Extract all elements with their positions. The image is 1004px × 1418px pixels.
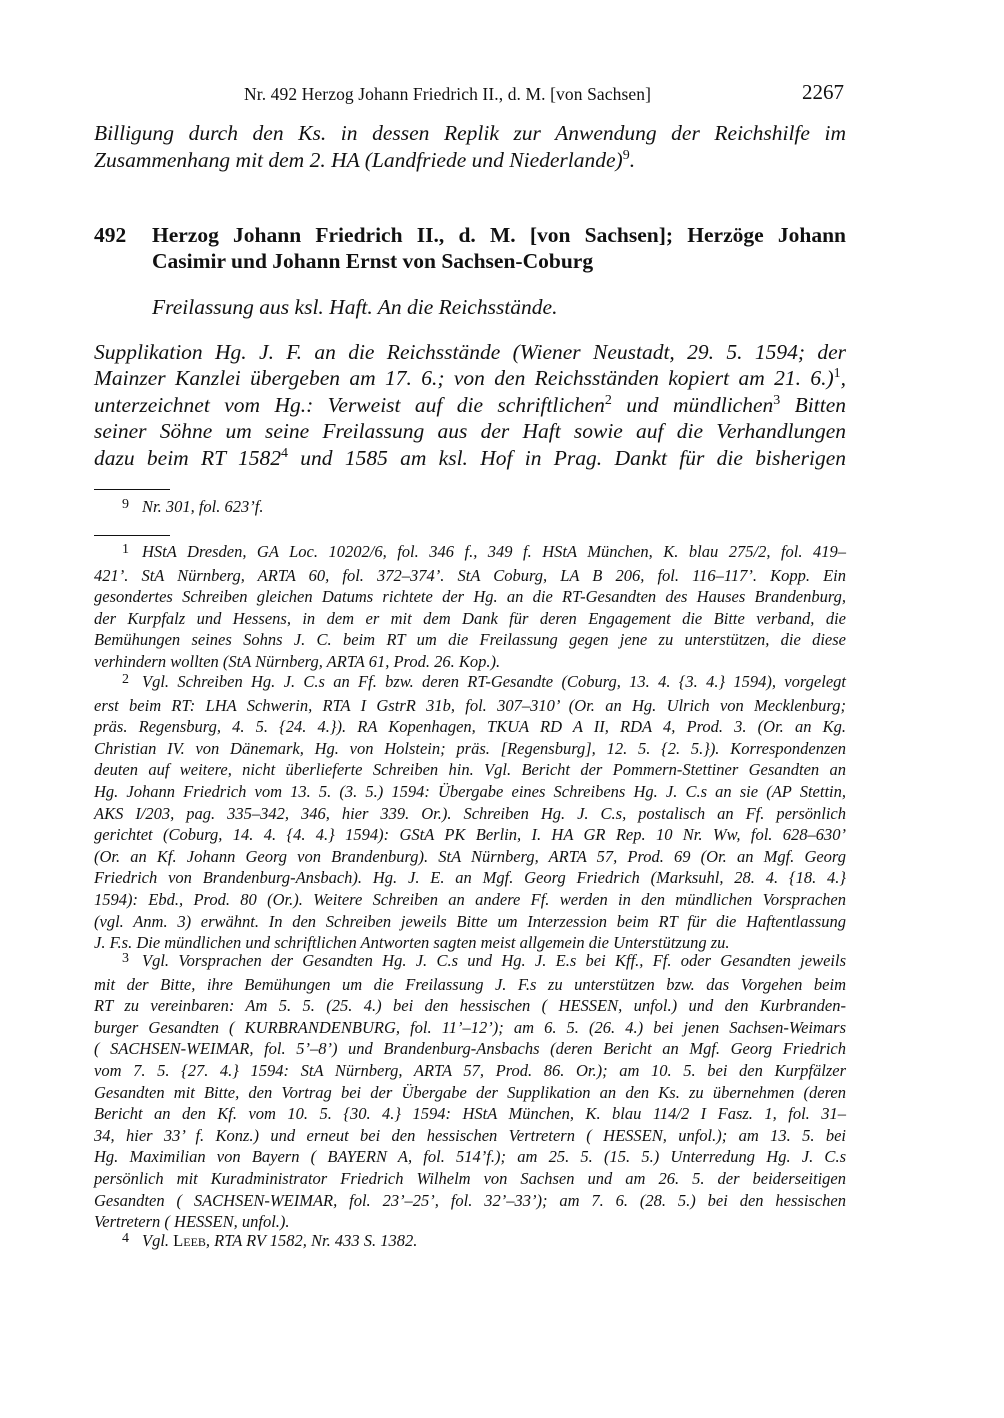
entry-title [152,222,846,274]
footnote-text: , RTA RV 1582, Nr. 433 S. 1382. [205,1231,418,1250]
entry-number: 492 [94,223,127,247]
footnote-text: Vgl. Schreiben Hg. J. C.s an Ff. bzw. deren RT-Gesandte (Coburg, 13. 4. {3. 4.} 1594), vorgelegt [142,672,846,691]
entry-title-line: Herzog Johann Friedrich II., d. M. [von Sachsen]; Herzöge Johann [152,223,846,247]
footnote-line [94,1230,846,1254]
summary-text: und mündlichen [611,392,774,417]
footnote-line: erst beim RT: LHA Schwerin, RTA I GstrR 31b, fol. 307–310’ (Or. an Hg. Ulrich von Mecklenburg; [94,695,846,715]
footnote-line: AKS I/203, pag. 335–342, 346, hier 339. Or.). Schreiben Hg. J. C.s, postalisch an Ff. persönlich [94,803,846,823]
entry-title-line: Casimir und Johann Ernst von Sachsen-Coburg [152,249,594,273]
page-number: 2267 [802,80,844,104]
footnote-line: (Or. an Kf. Johann Georg von Brandenburg). StA Nürnberg, ARTA 57, Prod. 69 (Or. an Mgf. Georg [94,846,846,866]
footnote-ref: 4 [281,445,288,461]
footnote-line: ( SACHSEN-WEIMAR, fol. 5’–8’) und Brandenburg-Ansbachs (deren Bericht an Mgf. Georg Friedrich [94,1039,846,1059]
footnote-line: Hg. Johann Friedrich vom 13. 5. (3. 5.) 1594: Übergabe eines Schreibens Hg. J. C.s an sie (AP Stettin, [94,781,846,801]
summary-text: Bitten [780,392,846,417]
summary-line [94,365,846,391]
footnote-4 [94,1230,846,1254]
footnote-line [94,671,846,695]
footnote-text: Vgl. [142,1231,170,1250]
footnote-text: Vgl. Vorsprachen der Gesandten Hg. J. C.s und Hg. J. E.s bei Kff., Ff. oder Gesandten jeweils [142,951,846,970]
summary-line: Supplikation Hg. J. F. an die Reichsstände (Wiener Neustadt, 29. 5. 1594; der [94,340,846,364]
footnote-ref: 1 [833,366,841,382]
footnote-line [94,496,846,520]
summary-line [94,392,846,418]
footnote-mark: 4 [122,1231,129,1246]
footnote-line: Vertretern ( HESSEN, unfol.). [94,1212,290,1232]
footnote-text: Nr. 301, fol. 623’f. [142,497,264,516]
footnote-line: Friedrich von Brandenburg-Ansbach). Hg. J. E. an Mgf. Georg Friedrich (Marksuhl, 28. 4. {18. 4.} [94,868,846,888]
summary-paragraph [94,339,846,471]
footnote-ref: 2 [604,392,612,408]
running-head: Nr. 492 Herzog Johann Friedrich II., d. M. [von Sachsen] [244,84,652,104]
footnote-mark: 1 [122,542,129,557]
lead-text: Zusammenhang mit dem 2. HA (Landfriede und Niederlande) [94,147,623,172]
footnote-line: 34, hier 33’ f. Konz.) und erneut bei den hessischen Vertretern ( HESSEN, unfol.); am 13. 5. bei [94,1125,846,1145]
footnote-line: vom 7. 5. {27. 4.} 1594: StA Nürnberg, ARTA 57, Prod. 86. Or.); am 10. 5. bei den Kurpfälzer [94,1060,846,1080]
footnote-line: J. F.s. Die mündlichen und schriftlichen Antworten sagten meist allgemein die Unterstützung zu. [94,933,730,953]
summary-line: seiner Söhne um seine Freilassung aus der Haft sowie auf die Verhandlungen [94,419,846,444]
footnote-rule [94,535,170,536]
footnote-2 [94,671,846,954]
footnote-line: RT zu vereinbaren: Am 5. 5. (25. 4.) bei den hessischen ( HESSEN, unfol.) und den Kurbranden- [94,996,846,1016]
summary-text: dazu beim RT 1582 [94,445,281,470]
footnote-ref: 9 [622,147,630,163]
summary-text: Mainzer Kanzlei übergeben am 17. 6.; von den Reichsständen kopiert am 21. 6.) [94,366,834,391]
lead-line [94,147,846,174]
footnote-text: HStA Dresden, GA Loc. 10202/6, fol. 346 f., 349 f. HStA München, K. blau 275/2, fol. 419– [142,542,846,561]
footnote-line: burger Gesandten ( KURBRANDENBURG, fol. 11’–12’); am 6. 5. (26. 4.) bei jenen Sachsen-Weimars [94,1017,846,1037]
footnote-upper [94,496,846,520]
author-name: Leeb [173,1231,206,1250]
footnote-line: Bericht an den Kf. vom 10. 5. {30. 4.} 1594: HStA München, K. blau 114/2 I Fasz. 1, fol. 31– [94,1104,846,1124]
entry-subtitle: Freilassung aus ksl. Haft. An die Reichsstände. [152,295,558,319]
footnote-line: 1594): Ebd., Prod. 80 (Or.). Weitere Schreiben an andere Ff. werden in den mündlichen Vorsprachen [94,889,846,909]
footnote-mark: 3 [122,951,129,966]
footnote-line: verhindern wollten (StA Nürnberg, ARTA 61, Prod. 26. Kop.). [94,651,501,671]
footnote-line: der Kurpfalz und Hessens, in dem er mit dem Dank für deren Engagement die Bitte verband, die [94,608,846,628]
footnote-ref: 3 [773,392,781,408]
footnote-line: präs. Regensburg, 4. 5. {24. 4.}). RA Kopenhagen, TKUA RD A II, RDA 4, Prod. 3. (Or. an Kg. [94,717,846,737]
page-header [94,80,846,110]
footnote-line [94,950,846,974]
footnote-line: mit der Bitte, ihre Bemühungen um die Freilassung J. F.s zu unterstützen bzw. das Vorgehen beim [94,974,846,994]
footnote-line: persönlich mit Kuradministrator Friedrich Wilhelm von Sachsen und am 26. 5. der beiderseitigen [94,1168,846,1188]
footnote-line: (vgl. Anm. 3) erwähnt. In den Schreiben jeweils Bitte um Interzession beim RT für die Haftentlassung [94,911,846,931]
footnote-mark: 9 [122,497,129,512]
footnote-1 [94,541,846,673]
lead-paragraph [94,120,846,173]
summary-line [94,445,846,471]
footnote-line: Gesandten mit Bitte, den Vortrag bei der Übergabe der Supplikation an den Ks. zu übernehmen (deren [94,1082,846,1102]
footnote-3 [94,950,846,1233]
lead-line: Billigung durch den Ks. in dessen Replik zur Anwendung der Reichshilfe im [94,121,846,145]
summary-text: , [840,366,846,391]
footnote-line: deuten auf weitere, nicht überlieferte Schreiben hin. Vgl. Bericht der Pommern-Stettiner Gesandten an [94,760,846,780]
footnote-line [94,541,846,565]
footnote-line: gesondertes Schreiben gleichen Datums richtete der Hg. an die RT-Gesandten des Hauses Brandenburg, [94,587,846,607]
footnote-mark: 2 [122,672,129,687]
footnote-line: Gesandten ( SACHSEN-WEIMAR, fol. 23’–25’, fol. 32’–33’); am 7. 6. (28. 5.) bei den hessischen [94,1190,846,1210]
summary-text: unterzeichnet vom Hg.: Verweist auf die schriftlichen [94,392,605,417]
footnote-line: gerichtet (Coburg, 14. 4. {4. 4.} 1594): GStA PK Berlin, I. HA GR Rep. 10 Nr. Ww, fol. 628–630’ [94,825,846,845]
footnote-line: 421’. StA Nürnberg, ARTA 60, fol. 372–374’. StA Coburg, LA B 206, fol. 116–117’. Kopp. Ein [94,565,846,585]
footnote-line: Bemühungen seines Sohns J. C. beim RT um die Freilassung gegen jene zu unterstützen, die diese [94,630,846,650]
footnote-rule [94,489,170,490]
footnote-line: Hg. Maximilian von Bayern ( BAYERN A, fol. 514’f.); am 25. 5. (15. 5.) Unterredung Hg. J. C.s [94,1147,846,1167]
lead-end: . [629,147,636,172]
summary-text: und 1585 am ksl. Hof in Prag. Dankt für die bisherigen [287,445,846,470]
footnote-line: Christian IV. von Dänemark, Hg. von Holstein; präs. [Regensburg], 12. 5. {2. 5.}). Korrespondenzen [94,738,846,758]
